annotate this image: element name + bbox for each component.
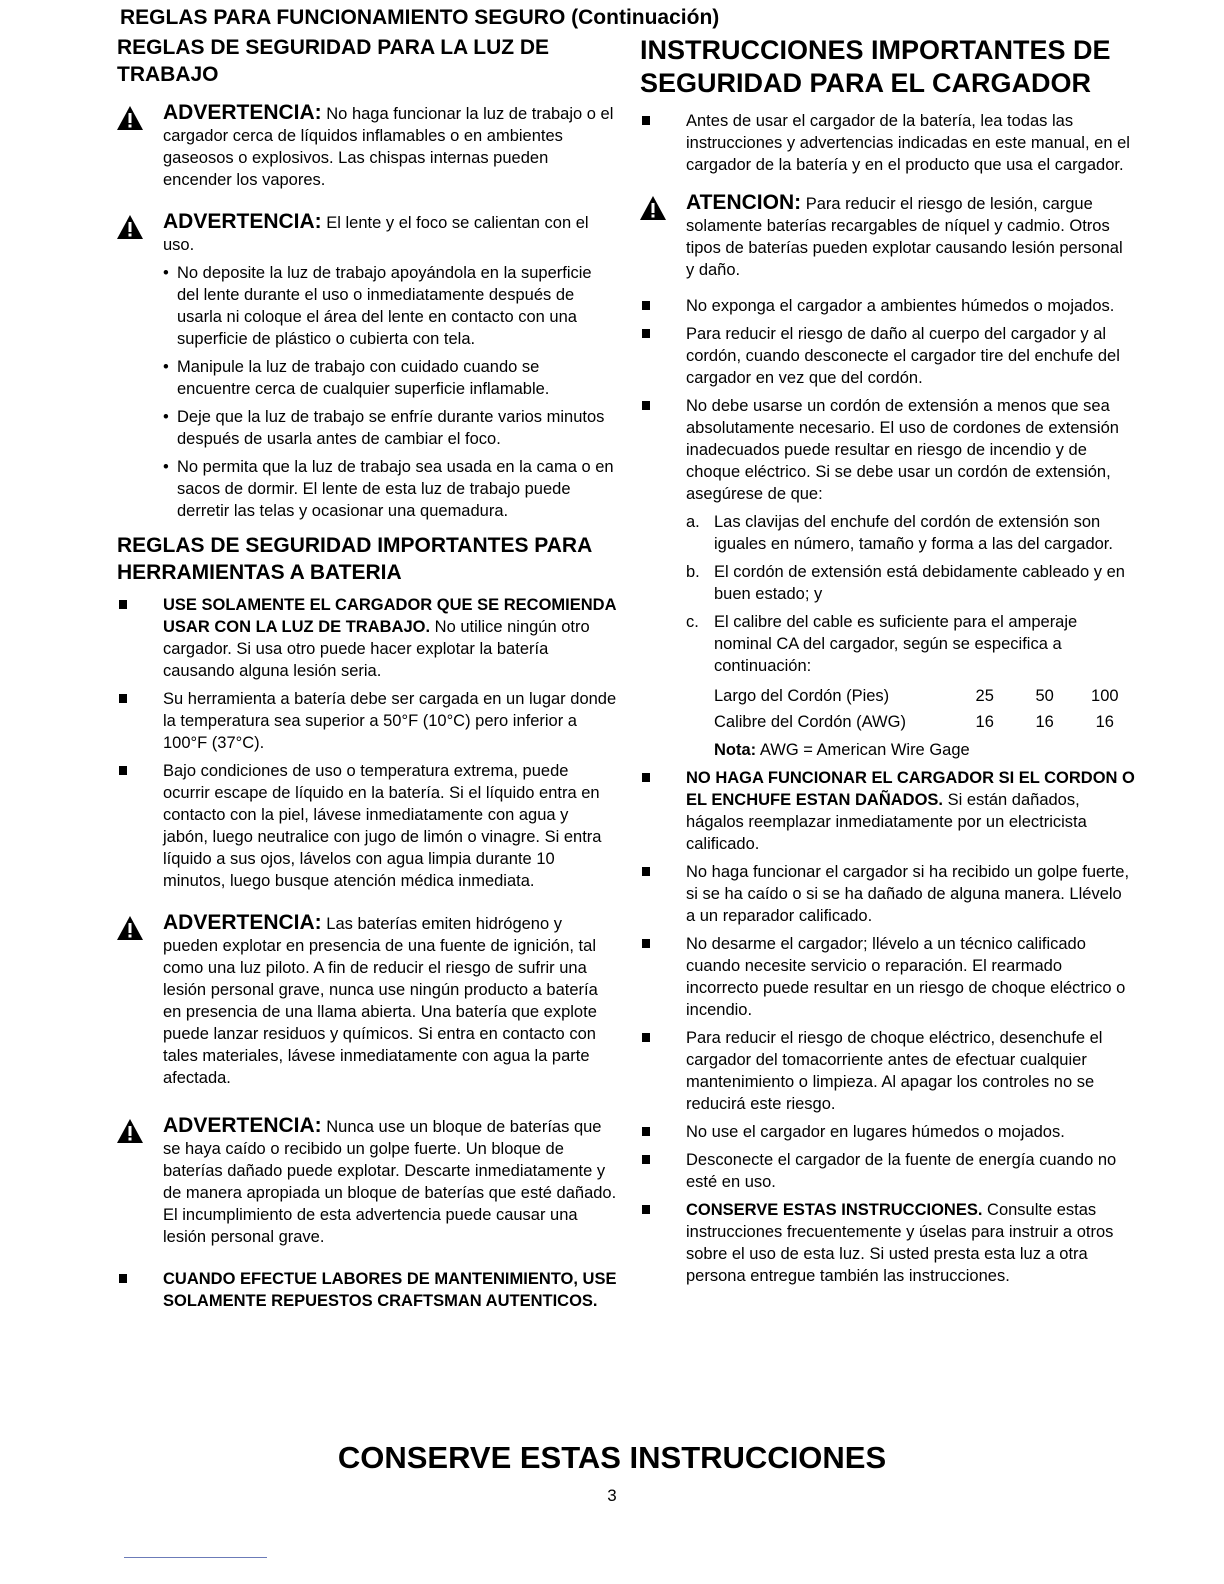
sub-text: Las clavijas del enchufe del cordón de extensión son iguales en número, tamaño y forma a las del cargador. — [714, 513, 1113, 553]
bullet-text: No haga funcionar el cargador si ha recibido un golpe fuerte, si se ha caído o si se ha dañado de alguna manera. Llévelo a un reparador calificado. — [686, 863, 1130, 925]
list-item: • Deje que la luz de trabajo se enfríe durante varios minutos después de usarla antes de cambiar el foco. — [163, 406, 617, 450]
warning-flammable — [117, 102, 617, 191]
bullet-text: No utilice ningún otro cargador. Si usa otro puede hacer explotar la batería causando alguna lesión seria. — [163, 618, 590, 680]
bullet-bold-text: USE SOLAMENTE EL CARGADOR QUE SE RECOMIENDA USAR CON LA LUZ DE TRABAJO. — [163, 596, 616, 636]
bullet-text: Para reducir el riesgo de choque eléctrico, desenchufe el cargador del tomacorriente antes de efectuar cualquier mantenimiento o limpieza. Al apagar los controles no se reducirá este riesgo. — [686, 1029, 1103, 1113]
list-item — [640, 933, 1135, 1021]
list-item: • No deposite la luz de trabajo apoyándola en la superficie del lente durante el uso o inmediatamente después de usarla ni coloque el área del lente en contacto con una superficie de plástico o cubierta con tela. — [163, 262, 617, 350]
note-text: AWG = American Wire Gage — [759, 741, 970, 759]
bullet-text: Desconecte el cargador de la fuente de energía cuando no esté en uso. — [686, 1151, 1117, 1191]
battery-tools-heading: REGLAS DE SEGURIDAD IMPORTANTES PARA HERRAMIENTAS A BATERIA — [117, 534, 592, 584]
table-cell: 16 — [975, 713, 994, 731]
note-label: Nota: — [714, 741, 757, 759]
footer-title: CONSERVE ESTAS INSTRUCCIONES — [337, 1440, 887, 1475]
warning-triangle-icon — [117, 1119, 143, 1143]
warning-text: No haga funcionar la luz de trabajo o el cargador cerca de líquidos inflamables o en ambientes gaseosos o explosivos. Las chispas internas pueden encender los vapores. — [163, 105, 614, 189]
warning-triangle-icon — [117, 215, 143, 239]
table-cell: Largo del Cordón (Pies) — [714, 687, 890, 705]
list-item — [117, 1268, 617, 1312]
list-item — [117, 760, 617, 892]
table-cell: 16 — [1095, 713, 1114, 731]
right-column — [640, 34, 1135, 1287]
warning-label: ADVERTENCIA: — [163, 911, 322, 934]
warning-text: Las baterías emiten hidrógeno y pueden explotar en presencia de una fuente de ignición, tal como una luz piloto. A fin de reducir el riesgo de sufrir una lesión personal grave, nunca use ningún producto a batería en presencia de una llama abierta. Una batería que explote puede lanzar residuos y químicos. Si entra en contacto con tales materiales, lávese inmediatamente con agua la parte afectada. — [163, 915, 598, 1087]
list-item — [640, 1121, 1135, 1143]
list-item — [117, 688, 617, 754]
sub-text: El cordón de extensión está debidamente cableado y en buen estado; y — [714, 563, 1125, 603]
bullet-bold-text: CUANDO EFECTUE LABORES DE MANTENIMIENTO, USE SOLAMENTE REPUESTOS CRAFTSMAN AUTENTICOS. — [163, 1270, 617, 1310]
table-cell: 25 — [975, 687, 994, 705]
warning-label: ADVERTENCIA: — [163, 210, 322, 233]
list-item: • Manipule la luz de trabajo con cuidado cuando se encuentre cerca de cualquier superficie inflamable. — [163, 356, 617, 400]
table-cell: 16 — [1035, 713, 1054, 731]
sub-letter: a. — [686, 513, 700, 531]
footer-rule — [124, 1557, 267, 1558]
warning-hydrogen — [117, 912, 617, 1089]
cord-gauge-table — [714, 683, 1135, 735]
sub-item — [686, 611, 1135, 677]
warning-label: ADVERTENCIA: — [163, 101, 322, 124]
bullet-text: No desarme el cargador; llévelo a un técnico calificado cuando necesite servicio o reparación. El rearmado incorrecto puede resultar en un riesgo de choque eléctrico o incendio. — [686, 935, 1126, 1019]
bullet-text: Antes de usar el cargador de la batería, lea todas las instrucciones y advertencias indicadas en este manual, en el cargador de la batería y en el producto que usa el cargador. — [686, 112, 1130, 174]
attention-text: Para reducir el riesgo de lesión, cargue solamente baterías recargables de níquel y cadmio. Otros tipos de baterías pueden explotar causando lesión personal y daño. — [686, 195, 1123, 279]
light-safety-heading: REGLAS DE SEGURIDAD PARA LA LUZ DE TRABAJO — [117, 36, 550, 86]
bullet-text: Si están dañados, hágalos reemplazar inmediatamente por un electricista calificado. — [686, 791, 1087, 853]
bullet-text: No debe usarse un cordón de extensión a menos que sea absolutamente necesario. El uso de cordones de extensión inadecuados puede resultar en riesgo de incendio y de choque eléctrico. Si se debe usar un cordón de extensión, asegúrese de que: — [686, 397, 1119, 503]
sub-text: El calibre del cable es suficiente para el amperaje nominal CA del cargador, según se especifica a continuación: — [714, 613, 1078, 675]
table-row — [714, 683, 1135, 709]
charger-safety-heading: INSTRUCCIONES IMPORTANTES DE SEGURIDAD PARA EL CARGADOR — [640, 35, 1111, 98]
list-item: • No permita que la luz de trabajo sea usada en la cama o en sacos de dormir. El lente de esta luz de trabajo puede derretir las telas y ocasionar una quemadura. — [163, 456, 617, 522]
list-item — [117, 594, 617, 682]
attention-nicd — [640, 192, 1135, 281]
bullet-text: Su herramienta a batería debe ser cargada en un lugar donde la temperatura sea superior a 50°F (10°C) pero inferior a 100°F (37°C). — [163, 690, 617, 752]
list-item — [640, 1149, 1135, 1193]
warning-triangle-icon — [117, 916, 143, 940]
bullet-bold-text: NO HAGA FUNCIONAR EL CARGADOR SI EL CORDON O EL ENCHUFE ESTAN DAÑADOS. — [686, 769, 1135, 809]
warning-text: Nunca use un bloque de baterías que se haya caído o recibido un golpe fuerte. Un bloque de baterías dañado puede explotar. Descarte inmediatamente y de manera apropiada un bloque de baterías que esté dañado. El incumplimiento de esta advertencia puede causar una lesión personal grave. — [163, 1118, 617, 1246]
list-item — [640, 323, 1135, 389]
list-item — [640, 110, 1135, 176]
list-item — [640, 395, 1135, 761]
list-item — [640, 295, 1135, 317]
bullet-text: No exponga el cargador a ambientes húmedos o mojados. — [686, 297, 1115, 315]
bullet-text: Bajo condiciones de uso o temperatura extrema, puede ocurrir escape de líquido en la batería. Si el líquido entra en contacto con la piel, lávese inmediatamente con agua y jabón, luego neutralice con jugo de limón o vinagre. Si entra líquido a sus ojos, lávelos con agua limpia durante 10 minutos, luego busque atención médica inmediata. — [163, 762, 602, 890]
sub-letter: b. — [686, 563, 700, 581]
warning-label: ADVERTENCIA: — [163, 1114, 322, 1137]
bullet-text: No use el cargador en lugares húmedos o mojados. — [686, 1123, 1065, 1141]
sub-item — [686, 511, 1135, 555]
table-cell: 50 — [1035, 687, 1054, 705]
table-cell: 100 — [1091, 687, 1119, 705]
sub-letter: c. — [686, 613, 699, 631]
bullet-text: Consulte estas instrucciones frecuentemente y úselas para instruir a otros sobre el uso de esta luz. Si usted presta esta luz a otra persona entregue también las instrucciones. — [686, 1201, 1114, 1285]
table-row — [714, 709, 1135, 735]
list-item — [640, 767, 1135, 855]
warning-triangle-icon — [117, 106, 143, 130]
page-number: 3 — [607, 1486, 617, 1505]
warning-damaged-battery — [117, 1115, 617, 1248]
sub-item — [686, 561, 1135, 605]
gauge-note — [714, 739, 1135, 761]
table-cell: Calibre del Cordón (AWG) — [714, 713, 906, 731]
list-item — [640, 1027, 1135, 1115]
bullet-bold-text: CONSERVE ESTAS INSTRUCCIONES. — [686, 1201, 983, 1219]
attention-label: ATENCION: — [686, 191, 802, 214]
list-item — [640, 861, 1135, 927]
warning-text: El lente y el foco se calientan con el uso. — [163, 214, 589, 254]
list-item — [640, 1199, 1135, 1287]
left-column — [117, 34, 617, 1312]
page-title: REGLAS PARA FUNCIONAMIENTO SEGURO (Continuación) — [120, 6, 720, 29]
warning-hot-lens — [117, 211, 617, 522]
bullet-text: Para reducir el riesgo de daño al cuerpo del cargador y al cordón, cuando desconecte el cargador tire del enchufe del cargador en vez que del cordón. — [686, 325, 1120, 387]
warning-triangle-icon — [640, 196, 666, 220]
